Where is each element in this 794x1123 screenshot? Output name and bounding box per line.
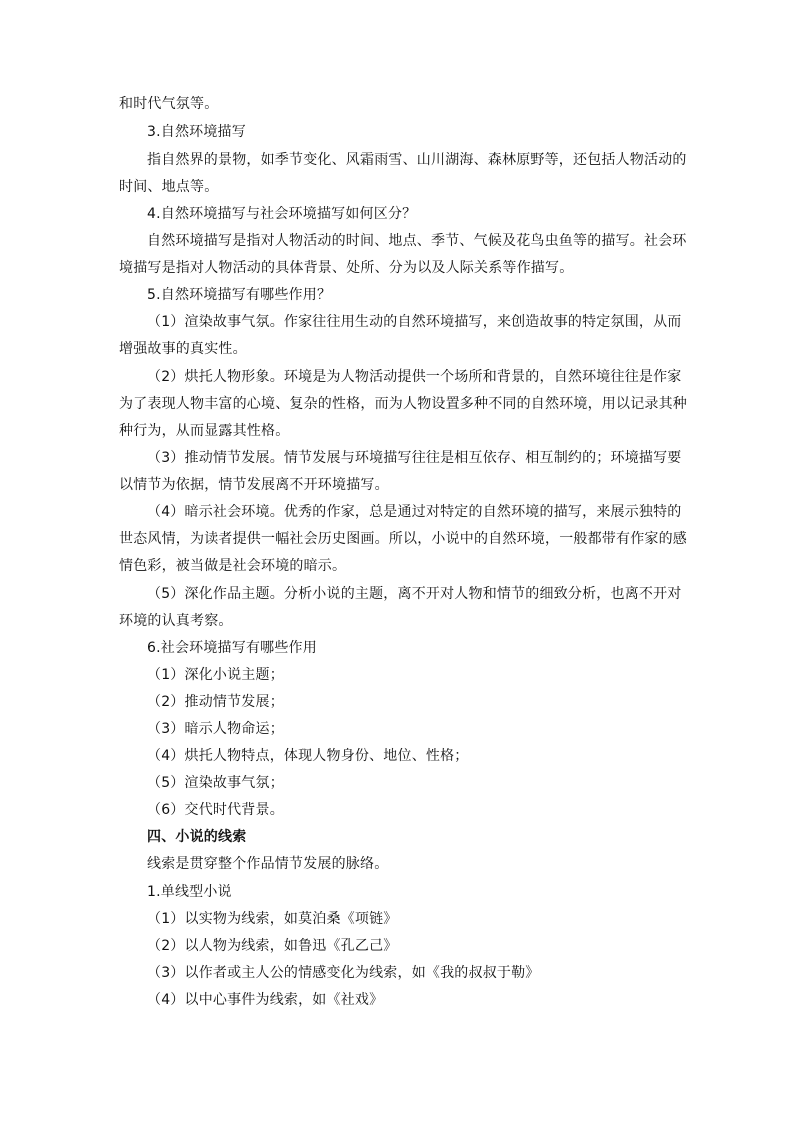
text-line: 时间、地点等。	[119, 179, 219, 195]
list-item: （3）推动情节发展。情节发展与环境描写往往是相互依存、相互制约的；环境描写要	[147, 450, 682, 466]
text-line: 为了表现人物丰富的心境、复杂的性格，而为人物设置多种不同的自然环境，用以记录其种	[119, 396, 687, 412]
text-line: 世态风情，为读者提供一幅社会历史图画。所以，小说中的自然环境，一般都带有作家的感	[119, 531, 687, 547]
text-line: 和时代气氛等。	[119, 96, 219, 112]
text-line: 指自然界的景物，如季节变化、风霜雨雪、山川湖海、森林原野等，还包括人物活动的	[147, 152, 687, 168]
subheading: 1.单线型小说	[147, 884, 232, 900]
subheading: 4.自然环境描写与社会环境描写如何区分？	[147, 206, 417, 222]
list-item: （1）深化小说主题；	[147, 667, 284, 683]
subheading: 6.社会环境描写有哪些作用	[147, 640, 317, 656]
section-heading: 四、小说的线索	[147, 829, 247, 845]
text-line: 自然环境描写是指对人物活动的时间、地点、季节、气候及花鸟虫鱼等的描写。社会环	[147, 233, 687, 249]
list-item: （3）以作者或主人公的情感变化为线索，如《我的叔叔于勒》	[147, 965, 540, 981]
text-line: 情色彩，被当做是社会环境的暗示。	[119, 558, 347, 574]
subheading: 3.自然环境描写	[147, 124, 246, 140]
text-line: 线索是贯穿整个作品情节发展的脉络。	[147, 856, 389, 872]
list-item: （4）以中心事件为线索，如《社戏》	[147, 992, 384, 1008]
list-item: （2）以人物为线索，如鲁迅《孔乙己》	[147, 938, 398, 954]
list-item: （1）渲染故事气氛。作家往往用生动的自然环境描写，来创造故事的特定氛围，从而	[147, 314, 682, 330]
list-item: （5）深化作品主题。分析小说的主题，离不开对人物和情节的细致分析，也离不开对	[147, 586, 682, 602]
list-item: （1）以实物为线索，如莫泊桑《项链》	[147, 911, 398, 927]
list-item: （2）推动情节发展；	[147, 694, 284, 710]
list-item: （4）烘托人物特点，体现人物身份、地位、性格；	[147, 748, 469, 764]
list-item: （4）暗示社会环境。优秀的作家，总是通过对特定的自然环境的描写，来展示独特的	[147, 504, 682, 520]
text-line: 境描写是指对人物活动的具体背景、处所、分为以及人际关系等作描写。	[119, 260, 574, 276]
text-line: 以情节为依据，情节发展离不开环境描写。	[119, 477, 389, 493]
list-item: （5）渲染故事气氛；	[147, 775, 284, 791]
subheading: 5.自然环境描写有哪些作用？	[147, 287, 332, 303]
text-line: 种行为，从而显露其性格。	[119, 423, 290, 439]
text-line: 环境的认真考察。	[119, 613, 233, 629]
list-item: （3）暗示人物命运；	[147, 721, 284, 737]
text-line: 增强故事的真实性。	[119, 341, 247, 357]
list-item: （2）烘托人物形象。环境是为人物活动提供一个场所和背景的，自然环境往往是作家	[147, 369, 682, 385]
list-item: （6）交代时代背景。	[147, 802, 284, 818]
